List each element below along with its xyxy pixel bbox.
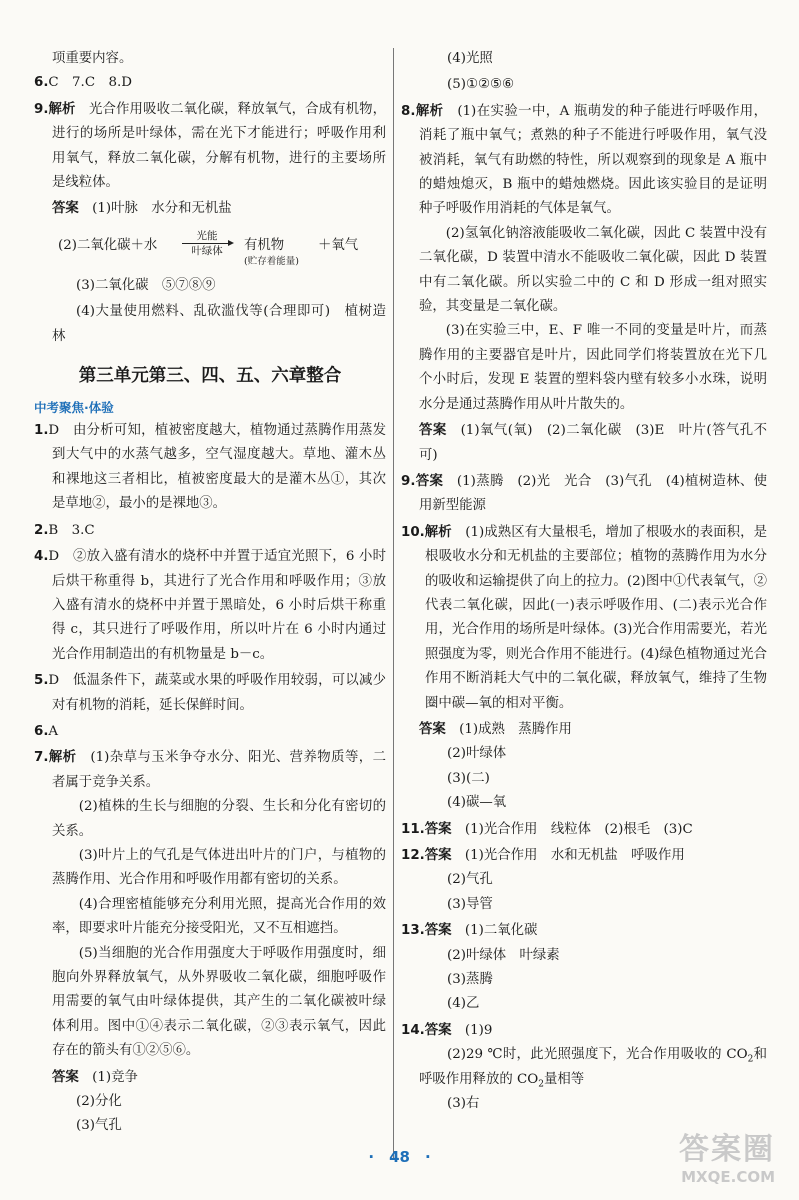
answer-line: (3)(二) <box>447 770 490 786</box>
answer-line: (2)分化 <box>76 1094 122 1110</box>
equation-condition-bottom: 叶绿体 <box>191 244 223 257</box>
question-9-analysis: 9.解析 光合作用吸收二氧化碳，释放氧气，合成有机物，进行的场所是叶绿体，需在光下才能进行；呼吸作用利用氧气，释放二氧化碳，分解有机物，进行的主要场所是线粒体。 <box>34 101 387 191</box>
equation-product-2: ＋氧气 <box>318 237 359 253</box>
question-1: 1.D 由分析可知，植被密度越大，植物通过蒸腾作用蒸发到大气中的水蒸气越多，空气湿度越大。草地、灌木丛和裸地这三者相比，植被密度最大的是灌木丛①，其次是草地②，最小的是裸地③。 <box>34 423 386 512</box>
question-4: 4.D ②放入盛有清水的烧杯中并置于适宜光照下，6 小时后烘干称重得 b，其进行了光合作用和呼吸作用；③放入盛有清水的烧杯中并置于黑暗处，6 小时后烘干称重得 c，其只进行了呼吸作用，所以叶片在 6 小时内通过光合作用制造出的有机物量是 b－c。 <box>34 549 386 662</box>
question-8-part: (2)氢氧化钠溶液能吸收二氧化碳，因此 C 装置中没有二氧化碳，D 装置中清水不能吸收二氧化碳，因此 D 装置中有二氧化碳。所以实验二中的 C 和 D 形成一组对照实验，其变量是二氧化碳。 <box>419 225 767 315</box>
question-8-analysis: 8.解析 (1)在实验一中，A 瓶萌发的种子能进行呼吸作用，消耗了瓶中氧气；煮熟的种子不能进行呼吸作用，氧气没被消耗，氧气有助燃的特性，所以观察到的现象是 A 瓶中的蜡烛熄灭，B 瓶中的蜡烛燃烧。因此该实验目的是证明种子呼吸作用消耗的气体是氧气。 <box>401 103 768 217</box>
column-divider <box>393 48 394 1158</box>
question-5: 5.D 低温条件下，蔬菜或水果的呼吸作用较弱，可以减少对有机物的消耗，延长保鲜时间。 <box>34 673 386 713</box>
watermark-url: MXQE.COM <box>681 1168 775 1186</box>
question-10-analysis: 10.解析 (1)成熟区有大量根毛，增加了根吸水的表面积，是根吸收水分和无机盐的主要部位；植物的蒸腾作用为水分的吸收和运输提供了向上的拉力。(2)图中①代表氧气，②代表二氧化碳，因此(一)表示呼吸作用、(二)表示光合作用，光合作用的场所是叶绿体。(3)光合作用需要光，若光照强度为零，则光合作用不能进行。(4)绿色植物通过光合作用不断消耗大气中的二氧化碳，释放氧气，维持了生物圈中碳—氧的相对平衡。 <box>401 524 768 711</box>
answer-line-6-8: 6.C 7.C 8.D <box>34 75 132 91</box>
equation-product: 有机物 <box>244 237 285 253</box>
question-8-answer: 答案 (1)氧气(氧) (2)二氧化碳 (3)E 叶片(答气孔不可) <box>419 423 767 463</box>
question-7-part: (3)叶片上的气孔是气体进出叶片的门户，与植物的蒸腾作用、光合作用和呼吸作用都有密切的关系。 <box>52 847 386 888</box>
photosynthesis-equation <box>34 222 386 274</box>
question-7-part: (2)植株的生长与细胞的分裂、生长和分化有密切的关系。 <box>52 799 386 839</box>
answer-line: (3)导管 <box>447 896 493 912</box>
equation-note: (贮存着能量) <box>244 255 299 267</box>
question-6: 6.A <box>34 723 59 739</box>
answer-line: (2)29 ℃时，此光照强度下，光合作用吸收的 $CO_2$和呼吸作用释放的 $CO_2$量相等 <box>419 1047 767 1090</box>
right-column <box>401 47 767 1116</box>
watermark <box>635 1132 775 1192</box>
section-title: 第三单元第三、四、五、六章整合 <box>78 366 342 387</box>
answer-line: (4)乙 <box>447 996 480 1012</box>
equation-condition-top: 光能 <box>196 229 218 242</box>
answer-line: (4)碳—氧 <box>447 795 507 811</box>
question-7-analysis: 7.解析 (1)杂草与玉米争夺水分、阳光、营养物质等，二者属于竞争关系。 <box>34 750 387 790</box>
answer-line: (3)气孔 <box>76 1118 122 1134</box>
question-7-answer: 答案 (1)竞争 <box>52 1069 138 1085</box>
answer-line: (2)气孔 <box>447 872 493 888</box>
equation-reactants: (2)二氧化碳＋水 <box>58 237 158 253</box>
question-9-answer: 答案 (1)叶脉 水分和无机盐 <box>52 201 232 217</box>
answer-line: (3)蒸腾 <box>447 972 493 988</box>
answer-line: (2)叶绿体 叶绿素 <box>447 947 560 963</box>
question-7-part: (5)当细胞的光合作用强度大于呼吸作用强度时，细胞向外界释放氧气，从外界吸收二氧化碳，细胞呼吸作用需要的氧气由叶绿体提供，其产生的二氧化碳被叶绿体利用。图中①④表示二氧化碳，②③表示氧气，因此存在的箭头有①②⑤⑥。 <box>52 945 386 1059</box>
answer-line: (3)二氧化碳 ⑤⑦⑧⑨ <box>76 277 216 293</box>
question-10-answer: 答案 (1)成熟 蒸腾作用 <box>419 721 572 737</box>
answer-line: (5)①②⑤⑥ <box>447 77 514 93</box>
question-14: 14.答案 (1)9 <box>401 1022 493 1038</box>
question-9: 9.答案 (1)蒸腾 (2)光 光合 (3)气孔 (4)植树造林、使用新型能源 <box>401 473 768 514</box>
sub-title: 中考聚焦·体验 <box>34 400 114 416</box>
left-column <box>34 47 386 1139</box>
question-13: 13.答案 (1)二氧化碳 <box>401 923 538 939</box>
page-number: · 48 · <box>368 1148 431 1166</box>
question-12: 12.答案 (1)光合作用 水和无机盐 呼吸作用 <box>401 848 685 863</box>
text-line: 项重要内容。 <box>52 51 133 66</box>
question-2-3: 2.B 3.C <box>34 522 95 538</box>
answer-line: (3)右 <box>447 1096 480 1112</box>
arrow-icon <box>182 243 232 244</box>
watermark-logo: 答案圈 <box>679 1132 775 1167</box>
question-8-part: (3)在实验三中，E、F 唯一不同的变量是叶片，而蒸腾作用的主要器官是叶片，因此同学们将装置放在光下几个小时后，发现 E 装置的塑料袋内壁有较多小水珠，说明水分是通过蒸腾作用从叶片散失的。 <box>419 323 767 412</box>
answer-line: (4)光照 <box>447 51 493 66</box>
equation-arrow <box>182 230 232 257</box>
question-7-part: (4)合理密植能够充分利用光照，提高光合作用的效率，即要求叶片能充分接受阳光，又不互相遮挡。 <box>52 896 386 937</box>
answer-line: (2)叶绿体 <box>447 746 507 762</box>
question-11: 11.答案 (1)光合作用 线粒体 (2)根毛 (3)C <box>401 821 693 837</box>
answer-line: (4)大量使用燃料、乱砍滥伐等(合理即可) 植树造林 <box>52 304 386 344</box>
